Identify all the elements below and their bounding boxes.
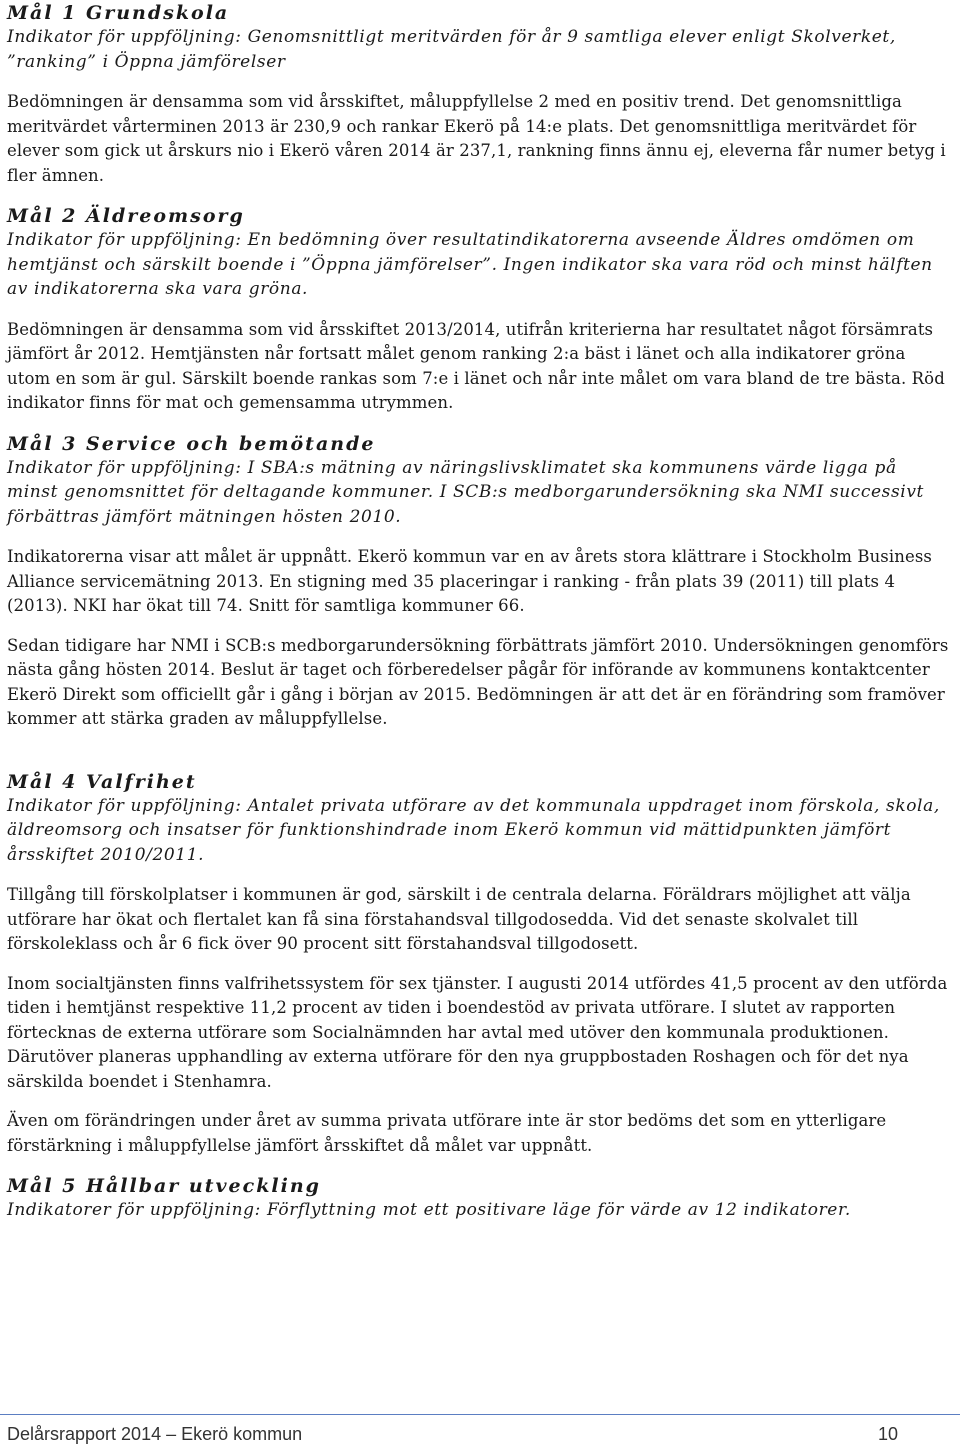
goal-4-paragraph-1: Tillgång till förskolplatser i kommunen är god, särskilt i de centrala delarna. Föräldrars möjlighet att välja utförare har ökat och flertalet kan få sina förstahandsval tillgodosedda. Vid det senaste skolvalet till förskoleklass och år 6 fick över 90 procent sitt förstahandsval tillgodosett. [7,885,911,953]
goal-4-paragraph-3: Även om förändringen under året av summa privata utförare inte är stor bedöms det som en ytterligare förstärkning i måluppfyllelse jämfört årsskiftet då målet var uppnått. [7,1111,887,1155]
goal-4-indicator: Indikator för uppföljning: Antalet privata utförare av det kommunala uppdraget inom förskola, skola, äldreomsorg och insatser för funktionshindrade inom Ekerö kommun vid mättidpunkten jämfört årsskiftet 2010/2011. [7,795,940,865]
goal-3-paragraph-1: Indikatorerna visar att målet är uppnått. Ekerö kommun var en av årets stora klättrare i Stockholm Business Alliance servicemätning 2013. En stigning med 35 placeringar i ranking - från plats 39 (2011) till plats 4 (2013). NKI har ökat till 74. Snitt för samtliga kommuner 66. [7,547,932,615]
goal-1-section [7,0,953,188]
document-page [7,0,953,1239]
goal-3-heading: Mål 3 Service och bemötande [7,432,376,455]
goal-4-heading: Mål 4 Valfrihet [7,770,197,793]
goal-2-indicator: Indikator för uppföljning: En bedömning över resultatindikatorerna avseende Äldres omdömen om hemtjänst och särskilt boende i ”Öppna jämförelser”. Ingen indikator ska vara röd och minst hälften av indikatorerna ska vara gröna. [7,230,933,299]
goal-3-indicator: Indikator för uppföljning: I SBA:s mätning av näringslivsklimatet ska kommunens värde ligga på minst genomsnittet för deltagande kommuner. I SCB:s medborgarundersökning ska NMI successivt förbättras jämfört mätningen hösten 2010. [7,457,924,527]
goal-2-heading: Mål 2 Äldreomsorg [7,205,245,227]
goal-5-section [7,1173,953,1223]
goal-2-paragraph: Bedömningen är densamma som vid årsskiftet 2013/2014, utifrån kriterierna har resultatet något försämrats jämfört år 2012. Hemtjänsten når fortsatt målet genom ranking 2:a bäst i länet och alla indikatorer gröna utom en som är gul. Särskilt boende rankas som 7:e i länet och når inte målet om vara bland de tre bästa. Röd indikator finns för mat och gemensamma utrymmen. [7,319,945,412]
footer-divider [0,1414,960,1415]
goal-1-heading: Mål 1 Grundskola [7,2,230,24]
footer-report-title: Delårsrapport 2014 – Ekerö kommun [7,1424,303,1444]
goal-4-section [7,769,953,1159]
footer-page-number: 10 [877,1424,898,1444]
page-footer [0,1414,960,1450]
goal-4-paragraph-2: Inom socialtjänsten finns valfrihetssystem för sex tjänster. I augusti 2014 utfördes 41,5 procent av den utförda tiden i hemtjänst respektive 11,2 procent av tiden i boendestöd av privata utförare. I slutet av rapporten förtecknas de externa utförare som Socialnämnden har avtal med utöver den kommunala produktionen. Därutöver planeras upphandling av externa utförare för den nya gruppbostaden Roshagen och för det nya särskilda boendet i Stenhamra. [7,973,948,1091]
goal-3-paragraph-2: Sedan tidigare har NMI i SCB:s medborgarundersökning förbättrats jämfört 2010. Undersökningen genomförs nästa gång hösten 2014. Beslut är taget och förberedelser pågår för införande av kommunens kontaktcenter Ekerö Direkt som officiellt går i gång i början av 2015. Bedömningen är att det är en förändring som framöver kommer att stärka graden av måluppfyllelse. [7,635,949,728]
goal-1-indicator: Indikator för uppföljning: Genomsnittligt meritvärden för år 9 samtliga elever enligt Skolverket, ”ranking” i Öppna jämförelser [7,27,896,72]
goal-5-heading: Mål 5 Hållbar utveckling [7,1175,321,1197]
goal-5-indicator: Indikatorer för uppföljning: Förflyttning mot ett positivare läge för värde av 12 indikatorer. [7,1200,851,1220]
goal-1-paragraph: Bedömningen är densamma som vid årsskiftet, måluppfyllelse 2 med en positiv trend. Det genomsnittliga meritvärdet vårterminen 2013 är 230,9 och rankar Ekerö på 14:e plats. Det genomsnittliga meritvärdet för elever som gick ut årskurs nio i Ekerö våren 2014 är 237,1, rankning finns ännu ej, eleverna får numer betyg i fler ämnen. [7,92,946,185]
goal-2-section [7,203,953,416]
goal-3-section [7,431,953,732]
